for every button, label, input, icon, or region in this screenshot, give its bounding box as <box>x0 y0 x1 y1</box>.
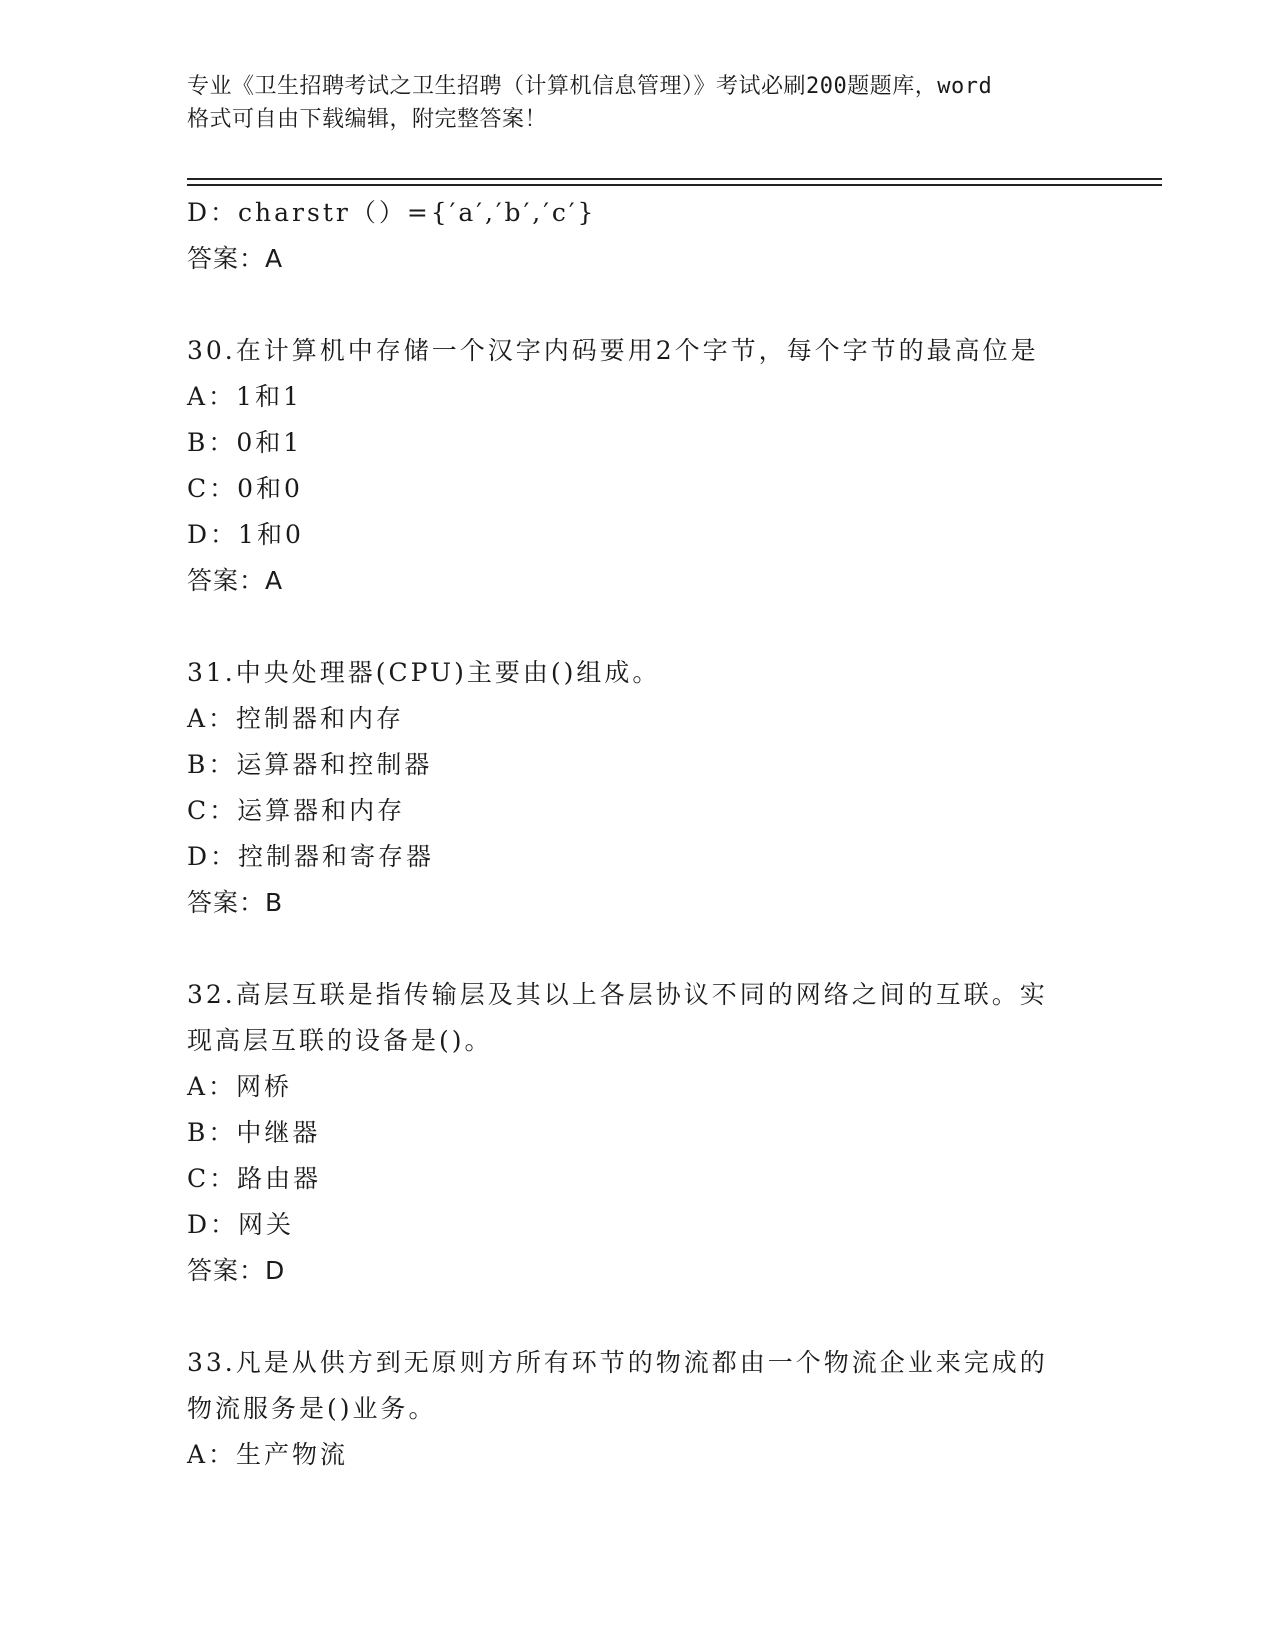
question-33 <box>187 1340 1117 1478</box>
spacer <box>187 926 1117 972</box>
option-b: B：0和1 <box>187 428 303 457</box>
header-divider-bottom <box>187 184 1162 186</box>
prev-question-option-d: D：charstr（）={′a′,′b′,′c′} <box>187 198 597 227</box>
option-b: B：中继器 <box>187 1118 321 1147</box>
spacer <box>187 282 1117 328</box>
question-text: 30.在计算机中存储一个汉字内码要用2个字节，每个字节的最高位是 <box>187 336 1039 365</box>
spacer <box>187 1294 1117 1340</box>
option-a: A：网桥 <box>187 1072 293 1101</box>
option-d: D：网关 <box>187 1210 295 1239</box>
question-text: 31.中央处理器(CPU)主要由()组成。 <box>187 658 661 687</box>
answer: 答案：A <box>187 566 284 595</box>
document-body <box>187 190 1117 1478</box>
question-text-line-1: 33.凡是从供方到无原则方所有环节的物流都由一个物流企业来完成的 <box>187 1348 1048 1377</box>
answer: 答案：D <box>187 1256 286 1285</box>
header-line-1: 专业《卫生招聘考试之卫生招聘（计算机信息管理）》考试必刷200题题库，word <box>187 74 993 99</box>
answer: 答案：B <box>187 888 284 917</box>
option-c: C：路由器 <box>187 1164 322 1193</box>
prev-question-answer: 答案：A <box>187 244 284 273</box>
document-header <box>187 70 1087 136</box>
question-31 <box>187 650 1117 926</box>
question-32 <box>187 972 1117 1294</box>
option-c: C：0和0 <box>187 474 303 503</box>
option-d: D：1和0 <box>187 520 304 549</box>
header-line-2: 格式可自由下载编辑，附完整答案！ <box>187 107 548 132</box>
option-a: A：控制器和内存 <box>187 704 405 733</box>
option-b: B：运算器和控制器 <box>187 750 433 779</box>
header-divider-top <box>187 178 1162 180</box>
option-d: D：控制器和寄存器 <box>187 842 435 871</box>
question-text-line-2: 现高层互联的设备是()。 <box>187 1026 493 1055</box>
option-c: C：运算器和内存 <box>187 796 406 825</box>
question-text-line-2: 物流服务是()业务。 <box>187 1394 437 1423</box>
option-a: A：生产物流 <box>187 1440 349 1469</box>
spacer <box>187 604 1117 650</box>
option-a: A：1和1 <box>187 382 302 411</box>
question-text-line-1: 32.高层互联是指传输层及其以上各层协议不同的网络之间的互联。实 <box>187 980 1048 1009</box>
question-30 <box>187 328 1117 604</box>
